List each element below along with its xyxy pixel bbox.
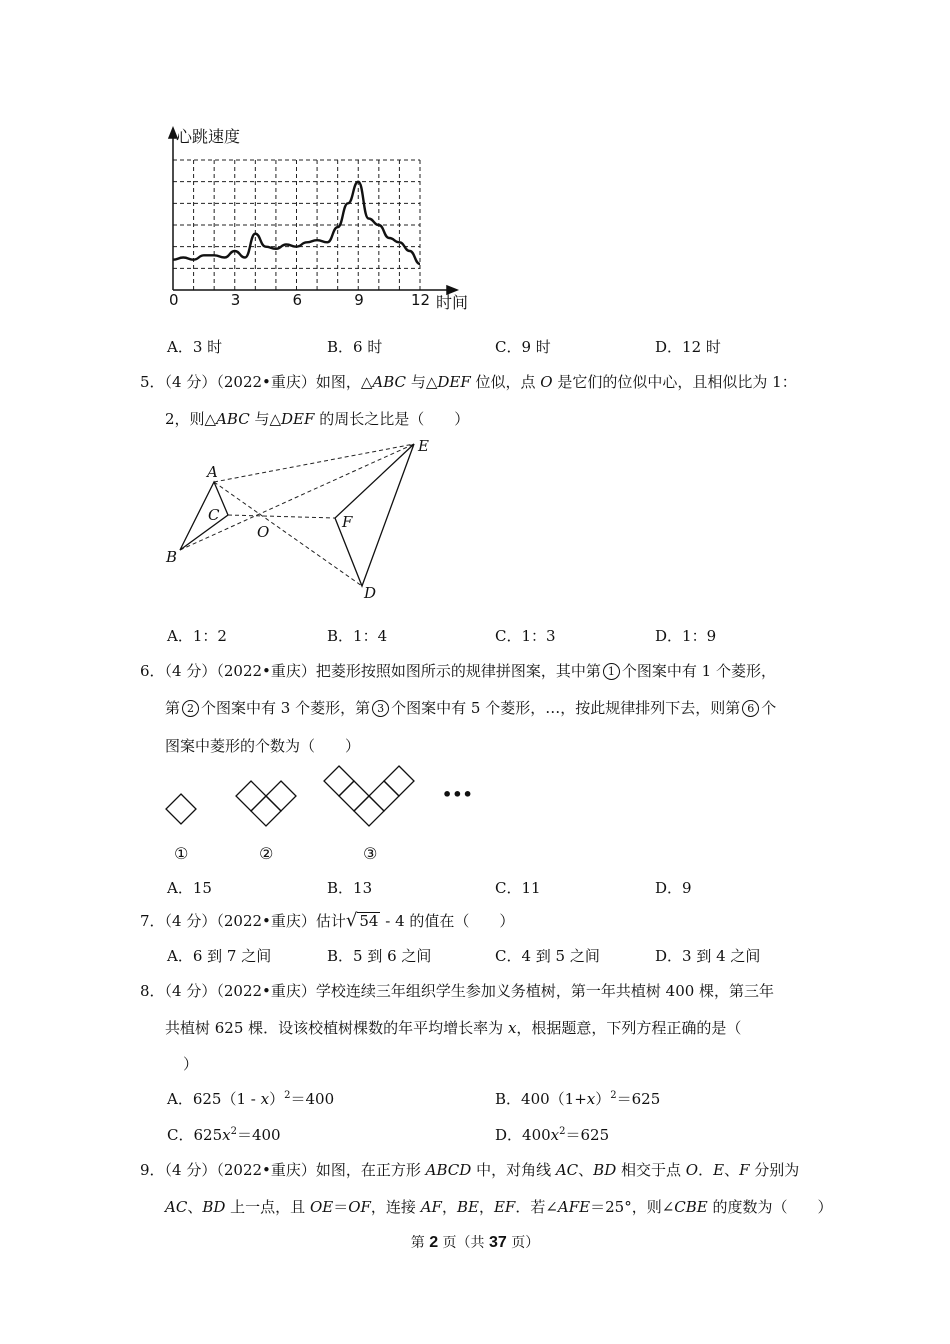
page-number: 2: [429, 1234, 439, 1251]
label-b: B: [166, 548, 178, 566]
circled-number: 3: [372, 700, 389, 717]
y-axis-label: 心跳速度: [176, 127, 241, 146]
pattern-label-1: ①: [174, 844, 189, 863]
q8-stem-line1: 8．（4 分）（2022•重庆）学校连续三年组织学生参加义务植树，第一年共植树 400 棵，第三年: [140, 982, 775, 1000]
q5-stem-line2: 2，则△ABC 与△DEF 的周长之比是（ ）: [165, 410, 470, 428]
label-a: A: [207, 463, 218, 481]
page-total: 37: [489, 1234, 507, 1251]
pattern-1-rhombus: [166, 794, 196, 824]
pattern-label-2: ②: [259, 844, 274, 863]
q9-stem-line1: 9．（4 分）（2022•重庆）如图，在正方形 ABCD 中，对角线 AC、BD 相交于点 O．E、F 分别为: [140, 1161, 800, 1179]
x-tick-label: 12: [411, 291, 431, 309]
q8-option-b[interactable]: B．$400(1+x)^2=625$: [495, 1090, 661, 1108]
q8-stem-line2: 共植树 625 棵．设该校植树棵数的年平均增长率为 x，根据题意，下列方程正确的是（: [165, 1019, 742, 1037]
q6-stem-line2: 第 2 个图案中有 3 个菱形，第 3 个图案中有 5 个菱形，…，按此规律排列下去，则第 6 个: [165, 699, 777, 717]
x-tick-label: 3: [230, 291, 241, 309]
q6-stem-line3: 图案中菱形的个数为（ ）: [165, 737, 361, 755]
x-tick-label: 0: [169, 291, 179, 309]
radicand: 54: [359, 912, 379, 930]
label-d: D: [364, 584, 377, 602]
q6-option-c[interactable]: C．11: [495, 879, 541, 897]
q7-stem: 7．（4 分）（2022•重庆）估计√ 54 - 4 的值在（ ）: [140, 910, 515, 931]
q9-stem-line2: AC、BD 上一点，且 OE＝OF，连接 AF，BE，EF．若∠AFE＝25°，则∠CBE 的度数为（ ）: [165, 1198, 833, 1216]
q6-option-b[interactable]: B．13: [327, 879, 373, 897]
circled-number: 1: [603, 663, 620, 680]
q7-option-c[interactable]: C．4 到 5 之间: [495, 947, 600, 965]
pattern-label-3: ③: [363, 844, 378, 863]
q7-option-a[interactable]: A．6 到 7 之间: [167, 947, 272, 965]
page-footer: 第 2 页（共 37 页）: [410, 1234, 540, 1251]
q5-stem-line1: 5．（4 分）（2022•重庆）如图，△ABC 与△DEF 位似，点 O 是它们的位似中心，且相似比为 1：: [140, 373, 797, 391]
circled-number: 2: [182, 700, 199, 717]
q6-option-a[interactable]: A．15: [167, 879, 212, 897]
pattern-3: [324, 766, 414, 826]
sqrt-symbol: √: [345, 910, 358, 931]
label-c: C: [208, 506, 220, 524]
q7-option-d[interactable]: D．3 到 4 之间: [655, 947, 761, 965]
q8-stem-line3: ）: [183, 1055, 199, 1073]
x-axis-label: 时间: [436, 293, 469, 312]
q4-option-c[interactable]: C．9 时: [495, 338, 551, 356]
circled-number: 6: [742, 700, 759, 717]
q8-option-a[interactable]: A．625（1 - x）$^2$＝400: [167, 1090, 335, 1108]
q6-stem-line1: 6．（4 分）（2022•重庆）把菱形按照如图所示的规律拼图案，其中第 1 个图案中有 1 个菱形，: [140, 662, 776, 680]
q4-option-b[interactable]: B．6 时: [327, 338, 383, 356]
ellipsis: •••: [442, 785, 473, 804]
pattern-2: [236, 781, 296, 826]
x-tick-label: 6: [292, 291, 303, 309]
label-f: F: [342, 513, 353, 531]
q5-option-d[interactable]: D．1：9: [655, 627, 717, 645]
x-tick-label: 9: [354, 291, 364, 309]
q7-option-b[interactable]: B．5 到 6 之间: [327, 947, 432, 965]
q8-option-d[interactable]: D．$400x^2=625$: [495, 1126, 610, 1144]
q5-option-a[interactable]: A．1：2: [167, 627, 227, 645]
q6-option-d[interactable]: D．9: [655, 879, 692, 897]
q8-option-c[interactable]: C．$625x^2=400$: [167, 1126, 281, 1144]
q5-option-b[interactable]: B．1：4: [327, 627, 388, 645]
label-e: E: [418, 437, 429, 455]
q4-option-a[interactable]: A．3 时: [167, 338, 223, 356]
label-o: O: [257, 523, 270, 541]
q4-option-d[interactable]: D．12 时: [655, 338, 721, 356]
q5-option-c[interactable]: C．1：3: [495, 627, 556, 645]
